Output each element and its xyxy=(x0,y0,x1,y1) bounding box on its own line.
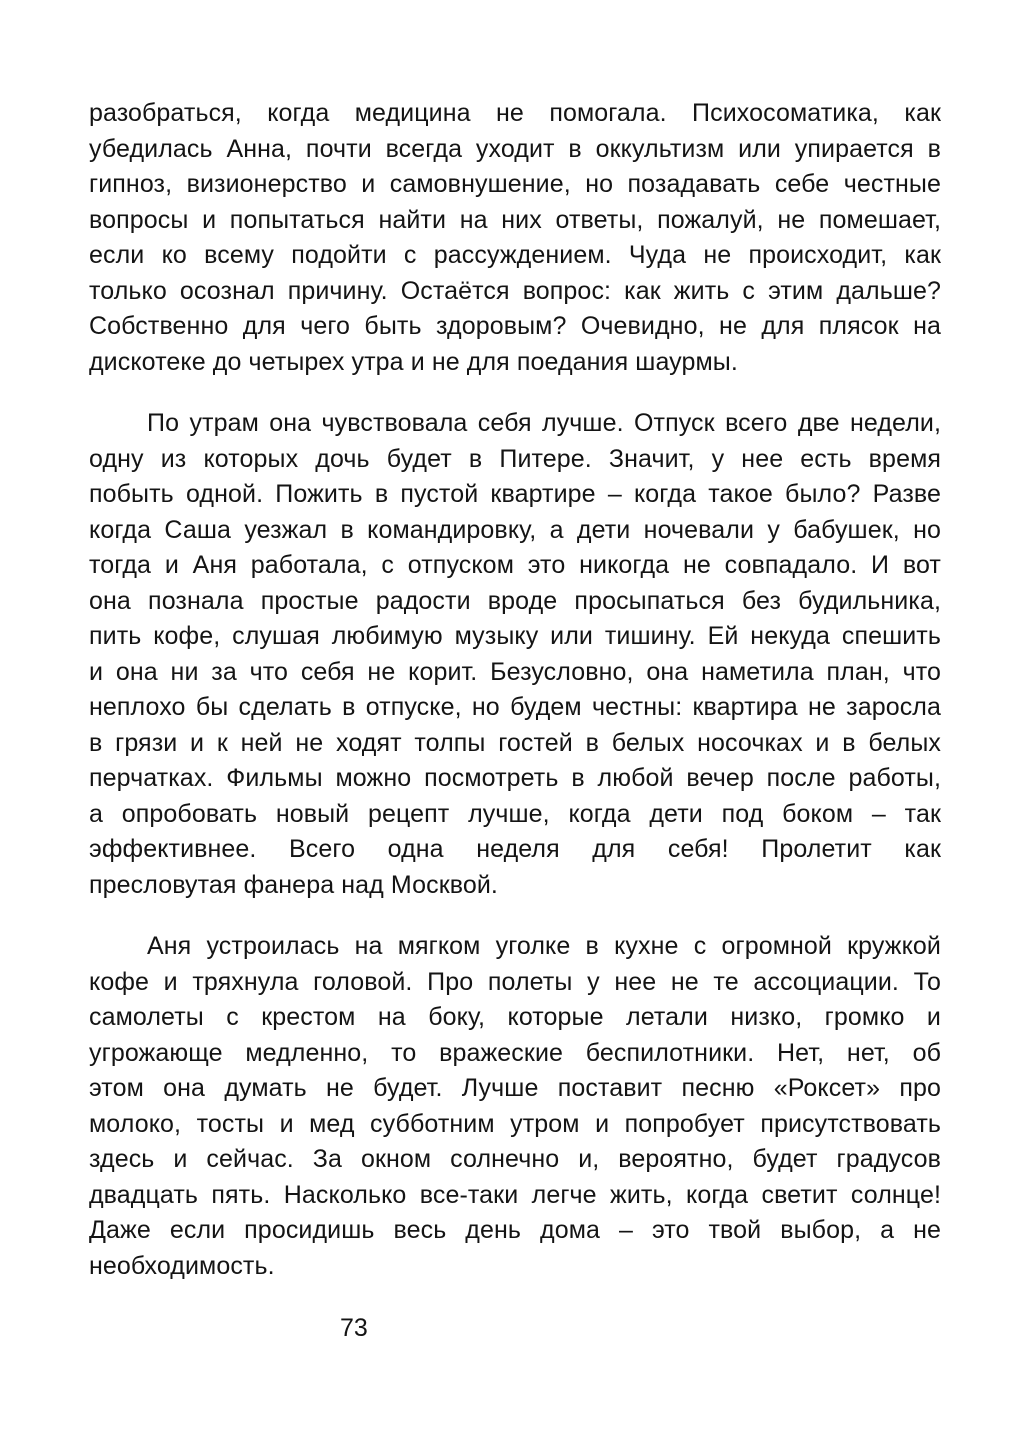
text-line: молоко, тосты и мед субботним утром и попробует присутствовать xyxy=(89,1109,941,1138)
text-line: убедилась Анна, почти всегда уходит в оккультизм или упирается в xyxy=(89,134,941,163)
text-line: Даже если просидишь весь день дома – это твой выбор, а не xyxy=(89,1216,941,1244)
text-line: самолеты с крестом на боку, которые летали низко, громко и xyxy=(89,1003,941,1031)
paragraph xyxy=(89,929,941,1284)
text-line: дискотеке до четырех утра и не для поедания шаурмы. xyxy=(89,347,738,376)
text-line: По утрам она чувствовала себя лучше. Отпуск всего две недели, xyxy=(147,409,941,437)
text-line: тогда и Аня работала, с отпуском это никогда не совпадало. И вот xyxy=(89,551,941,579)
text-line: угрожающе медленно, то вражеские беспилотники. Нет, нет, об xyxy=(89,1038,941,1067)
text-line: необходимость. xyxy=(89,1251,275,1280)
text-line: а опробовать новый рецепт лучше, когда дети под боком – так xyxy=(89,799,941,828)
text-line: кофе и тряхнула головой. Про полеты у нее не те ассоциации. То xyxy=(89,967,941,996)
text-line: эффективнее. Всего одна неделя для себя! Пролетит как xyxy=(89,835,941,863)
text-line: если ко всему подойти с рассуждением. Чуда не происходит, как xyxy=(89,241,941,269)
text-line: когда Саша уезжал в командировку, а дети ночевали у бабушек, но xyxy=(89,515,941,544)
text-line: только осознал причину. Остаётся вопрос: как жить с этим дальше? xyxy=(89,276,941,305)
text-line: этом она думать не будет. Лучше поставит песню «Роксет» про xyxy=(89,1074,941,1102)
paragraph xyxy=(89,406,941,903)
text-line: в грязи и к ней не ходят толпы гостей в белых носочках и в белых xyxy=(89,728,941,757)
text-line: побыть одной. Пожить в пустой квартире – когда такое было? Разве xyxy=(89,480,941,508)
text-line: и она ни за что себя не корит. Безусловно, она наметила план, что xyxy=(89,657,941,686)
text-line: гипноз, визионерство и самовнушение, но позадавать себе честные xyxy=(89,170,941,198)
text-line: Собственно для чего быть здоровым? Очевидно, не для плясок на xyxy=(89,312,941,340)
text-line: пресловутая фанера над Москвой. xyxy=(89,870,498,899)
text-line: вопросы и попытаться найти на них ответы, пожалуй, не помешает, xyxy=(89,205,941,234)
text-line: пить кофе, слушая любимую музыку или тишину. Ей некуда спешить xyxy=(89,622,941,650)
text-line: перчатках. Фильмы можно посмотреть в любой вечер после работы, xyxy=(89,764,941,792)
text-line: одну из которых дочь будет в Питере. Значит, у нее есть время xyxy=(89,444,941,473)
text-line: она познала простые радости вроде просыпаться без будильника, xyxy=(89,586,941,615)
paragraph xyxy=(89,96,941,380)
text-line: разобраться, когда медицина не помогала. Психосоматика, как xyxy=(89,99,941,127)
text-block xyxy=(89,96,941,1310)
text-line: неплохо бы сделать в отпуске, но будем честны: квартира не заросла xyxy=(89,693,941,721)
text-line: Аня устроилась на мягком уголке в кухне с огромной кружкой xyxy=(147,932,941,960)
text-line: двадцать пять. Насколько все-таки легче жить, когда светит солнце! xyxy=(89,1180,941,1209)
text-line: здесь и сейчас. За окном солнечно и, вероятно, будет градусов xyxy=(89,1145,941,1173)
page-number: 73 xyxy=(340,1314,368,1342)
